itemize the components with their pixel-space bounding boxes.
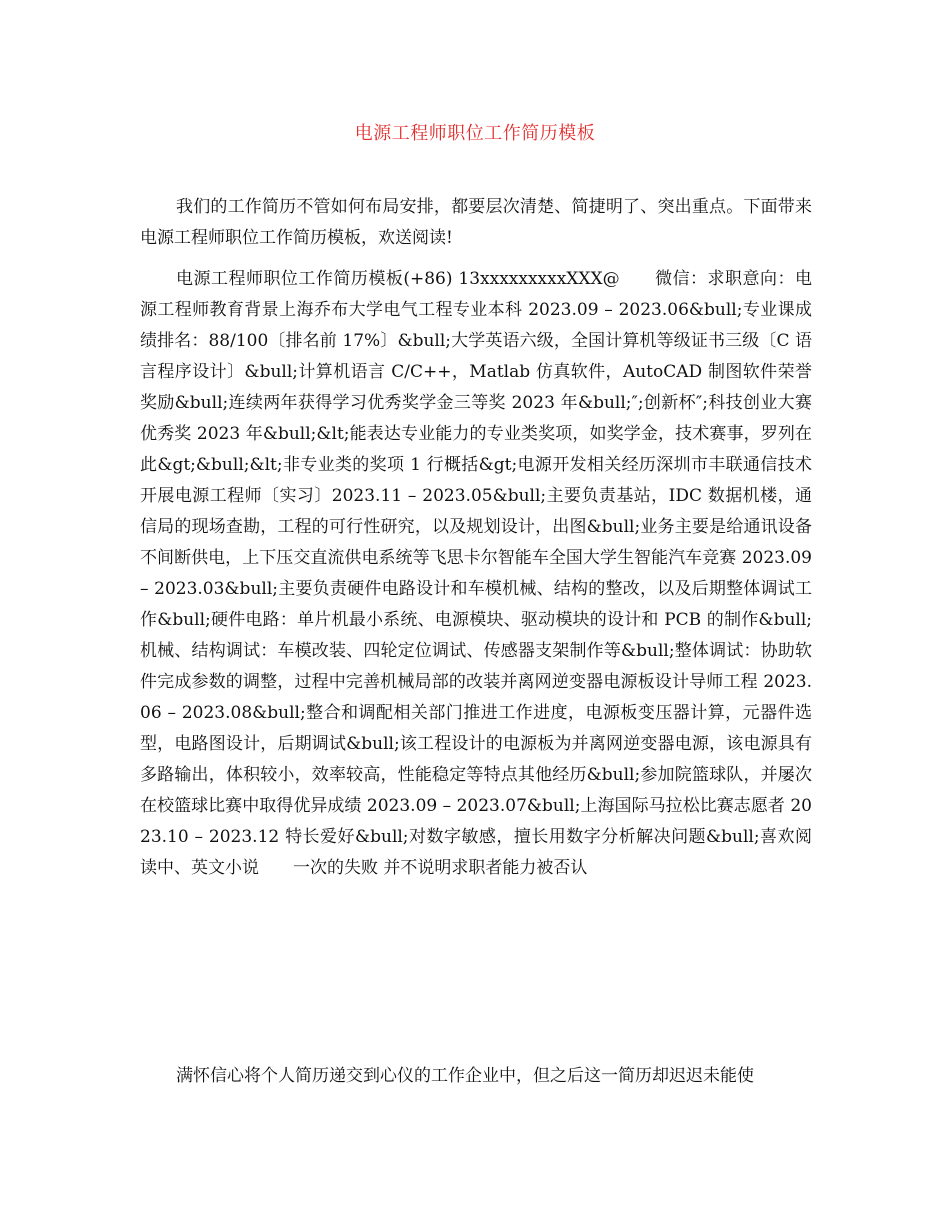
- intro-paragraph: 我们的工作简历不管如何布局安排，都要层次清楚、简捷明了、突出重点。下面带来电源工程师职位工作简历模板，欢送阅读!: [140, 197, 812, 248]
- page-title: 电源工程师职位工作简历模板: [354, 123, 596, 144]
- resume-content-paragraph: 电源工程师职位工作简历模板(+86) 13xxxxxxxxxXXX@ 微信：求职意向：电源工程师教育背景上海乔布大学电气工程专业本科 2023.09 – 2023.06&bull;专业课成绩排名：88/100〔排名前 17%〕&bull;大学英语六级，全国计算机等级证书三级〔C 语言程序设计〕&bull;计算机语言 C/C++，Matlab 仿真软件，AutoCAD 制图软件荣誉奖励&bull;连续两年获得学习优秀奖学金三等奖 2023 年&bull;″;创新杯″;科技创业大赛优秀奖 2023 年&bull;&lt;能表达专业能力的专业类奖项，如奖学金，技术赛事，罗列在此&gt;&bull;&lt;非专业类的奖项 1 行概括&gt;电源开发相关经历深圳市丰联通信技术开展电源工程师〔实习〕2023.11 – 2023.05&bull;主要负责基站，IDC 数据机楼，通信局的现场查勘，工程的可行性研究，以及规划设计，出图&bull;业务主要是给通讯设备不间断供电，上下压交直流供电系统等飞思卡尔智能车全国大学生智能汽车竞赛 2023.09 – 2023.03&bull;主要负责硬件电路设计和车模机械、结构的整改，以及后期整体调试工作&bull;硬件电路：单片机最小系统、电源模块、驱动模块的设计和 PCB 的制作&bull;机械、结构调试：车模改装、四轮定位调试、传感器支架制作等&bull;整体调试：协助软件完成参数的调整，过程中完善机械局部的改装并离网逆变器电源板设计导师工程 2023.06 – 2023.08&bull;整合和调配相关部门推进工作进度，电源板变压器计算，元器件选型，电路图设计，后期调试&bull;该工程设计的电源板为并离网逆变器电源，该电源具有多路输出，体积较小，效率较高，性能稳定等特点其他经历&bull;参加院篮球队，并屡次在校篮球比赛中取得优异成绩 2023.09 – 2023.07&bull;上海国际马拉松比赛志愿者 2023.10 – 2023.12 特长爱好&bull;对数字敏感，擅长用数字分析解决问题&bull;喜欢阅读中、英文小说 一次的失败 并不说明求职者能力被否认: [140, 269, 812, 878]
- closing-paragraph: 满怀信心将个人简历递交到心仪的工作企业中，但之后这一简历却迟迟未能使: [176, 1066, 754, 1086]
